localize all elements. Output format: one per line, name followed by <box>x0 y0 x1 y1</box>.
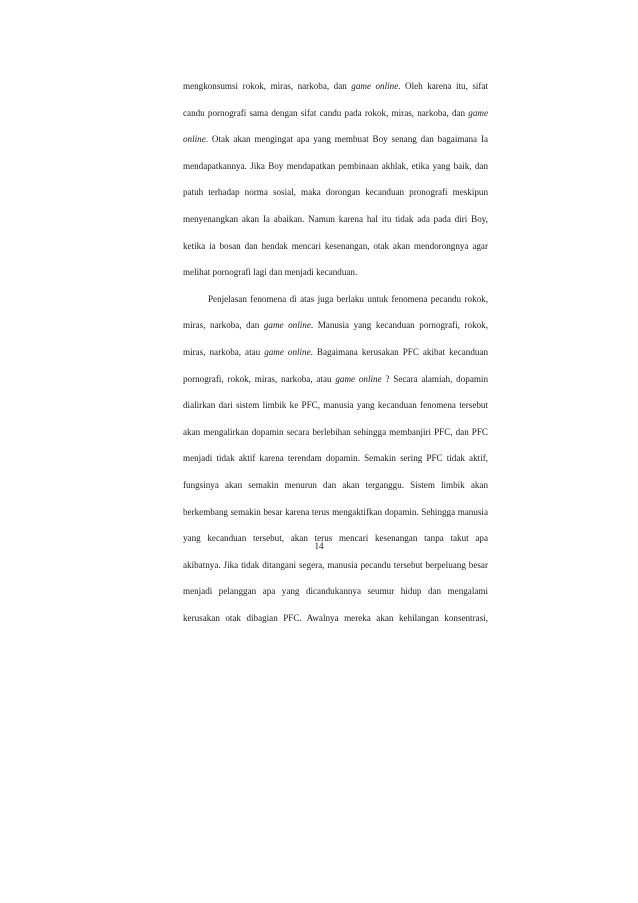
text-run: menyenangkan akan Ia abaikan. Namun karena hal itu tidak ada pada diri Boy, <box>183 213 488 224</box>
italic-term: online <box>183 134 206 145</box>
text-run: akibatnya. Jika tidak ditangani segera, manusia pecandu tersebut berpeluang besar <box>183 559 488 570</box>
italic-term: game online <box>263 320 311 331</box>
text-run: pornografi, rokok, miras, narkoba, atau <box>183 373 336 384</box>
text-line <box>183 578 488 605</box>
text-run: . Manusia yang kecanduan pornografi, rokok, <box>310 320 488 331</box>
text-run: melihat pornografi lagi dan menjadi kecanduan. <box>183 267 358 278</box>
text-run: mengkonsumsi rokok, miras, narkoba, dan <box>183 81 352 91</box>
text-run: miras, narkoba, dan <box>183 320 264 331</box>
text-run: . Oleh karena itu, sifat <box>398 81 489 91</box>
text-run: . Bagaimana kerusakan PFC akibat kecanduan <box>310 346 488 357</box>
text-run: berkembang semakin besar karena terus mengaktifkan dopamin. Sehingga manusia <box>183 506 488 517</box>
text-line <box>183 100 488 127</box>
text-line <box>183 233 488 260</box>
text-line <box>183 312 488 339</box>
italic-term: game online <box>351 81 399 91</box>
text-line <box>183 366 488 393</box>
text-run: dialirkan dari sistem limbik ke PFC, manusia yang kecanduan fenomena tersebut <box>183 400 488 411</box>
text-run: fungsinya akan semakin menurun dan akan terganggu. Sistem limbik akan <box>183 479 488 490</box>
text-line <box>183 552 488 579</box>
text-line <box>183 445 488 472</box>
text-run: ketika ia bosan dan hendak mencari kesenangan, otak akan mendorongnya agar <box>183 240 488 251</box>
text-run: yang kecanduan tersebut, akan terus mencari kesenangan tanpa takut apa <box>183 533 488 544</box>
text-line <box>183 153 488 180</box>
text-run: kerusakan otak dibagian PFC. Awalnya mereka akan kehilangan konsentrasi, <box>183 612 488 623</box>
italic-term: game <box>468 107 488 118</box>
text-run: Penjelasan fenomena di atas juga berlaku untuk fenomena pecandu rokok, <box>208 293 488 304</box>
text-run: . Otak akan mengingat apa yang membuat Boy senang dan bagaimana Ia <box>205 134 488 145</box>
text-run: mendapatkannya. Jika Boy mendapatkan pembinaan akhlak, etika yang baik, dan <box>183 160 488 171</box>
text-line <box>183 73 488 100</box>
text-line <box>183 179 488 206</box>
text-line <box>183 259 488 286</box>
text-line <box>183 126 488 153</box>
text-line <box>183 605 488 632</box>
text-line <box>183 286 488 313</box>
text-run: ? Secara alamiah, dopamin <box>381 373 489 384</box>
text-line <box>183 419 488 446</box>
page-number: 14 <box>314 541 324 551</box>
text-line <box>183 472 488 499</box>
text-run: miras, narkoba, atau <box>183 346 265 357</box>
text-run: patuh terhadap norma sosial, maka dorongan kecanduan pronografi meskipun <box>183 187 488 198</box>
text-line <box>183 499 488 526</box>
text-run: candu pornografi sama dengan sifat candu pada rokok, miras, narkoba, dan <box>183 107 469 118</box>
text-run: menjadi pelanggan apa yang dicandukannya seumur hidup dan mengalami <box>183 586 488 597</box>
text-line <box>183 339 488 366</box>
text-run: akan mengalirkan dopamin secara berlebihan sehingga membanjiri PFC, dan PFC <box>183 426 488 437</box>
italic-term: game online <box>335 373 382 384</box>
text-run: menjadi tidak aktif karena terendam dopamin. Semakin sering PFC tidak aktif, <box>183 453 488 464</box>
text-line <box>183 206 488 233</box>
text-line <box>183 392 488 419</box>
italic-term: game online <box>264 346 311 357</box>
